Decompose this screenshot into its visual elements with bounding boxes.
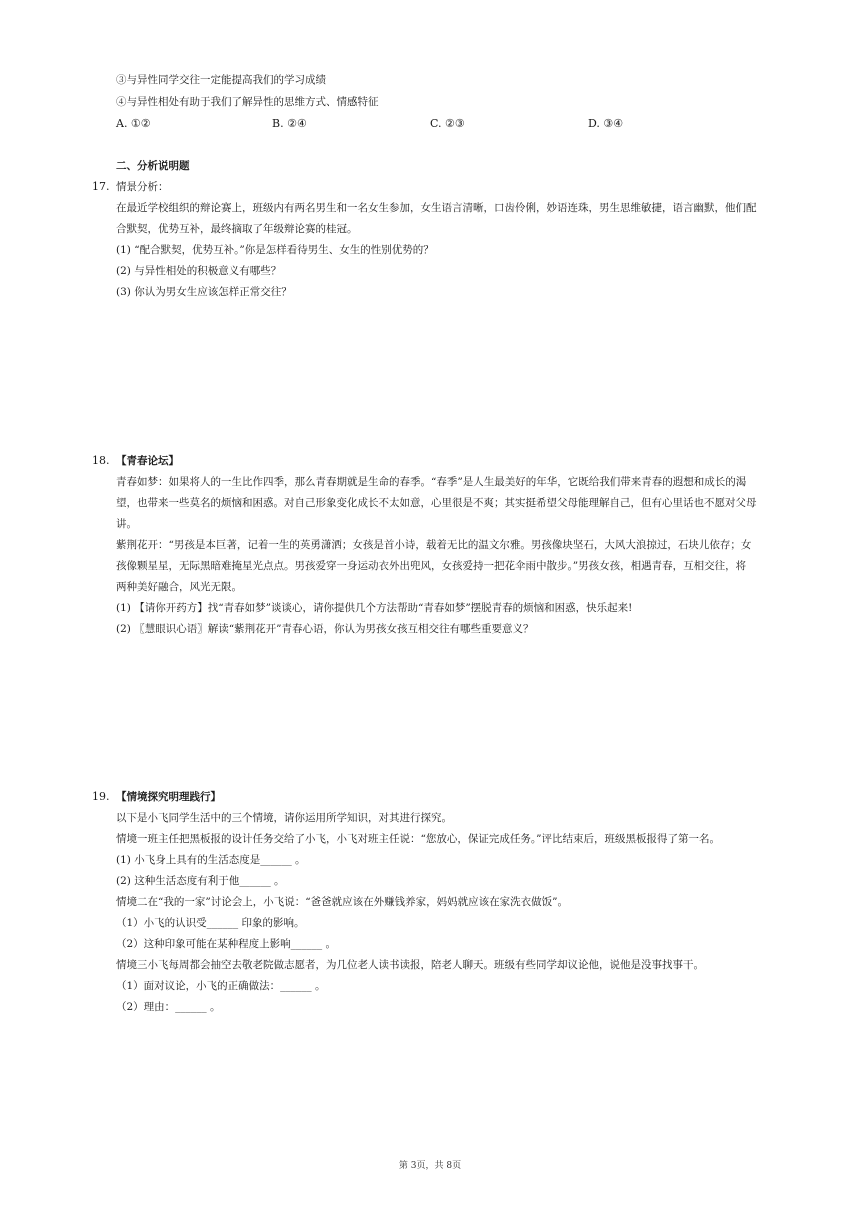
option-3-text: ③与异性同学交往一定能提高我们的学习成绩 [116,74,326,86]
question-17-intro: 情景分析： [116,181,169,193]
choice-d: D. ③④ [588,117,624,130]
question-18-p1-line-3: 讲。 [116,518,137,530]
question-19-s2-q2: （2）这种印象可能在某种程度上影响______ 。 [116,938,337,950]
question-19-s1-q1: (1) 小飞身上具有的生活态度是______ 。 [116,854,306,866]
question-18-sub-1: (1) 【请你开药方】找“青春如梦”谈谈心，请你提供几个方法帮助“青春如梦”摆脱青春的烦恼和困惑，快乐起来! [116,602,633,614]
question-19-s2-q1: （1）小飞的认识受______ 印象的影响。 [116,917,305,929]
question-17-para-line-1: 在最近学校组织的辩论赛上，班级内有两名男生和一名女生参加，女生语言清晰，口齿伶俐，妙语连珠，男生思维敏捷，语言幽默，他们配 [116,202,757,214]
choice-c: C. ②③ [430,117,465,130]
question-19-intro: 以下是小飞同学生活中的三个情境，请你运用所学知识，对其进行探究。 [116,812,452,824]
question-18-number: 18. [92,454,110,467]
question-18-p1-line-2: 望，也带来一些莫名的烦恼和困惑。对自己形象变化成长不太如意，心里很是不爽；其实挺希望父母能理解自己，但有心里话也不愿对父母 [116,497,757,509]
question-17-para-line-2: 合默契，优势互补，最终摘取了年级辩论赛的桂冠。 [116,223,358,235]
question-18-p2-line-3: 两种美好融合，风光无限。 [116,581,242,593]
question-18-sub-2: (2) 〖慧眼识心语〗解读“紫荆花开”青春心语，你认为男孩女孩互相交往有哪些重要意义？ [116,623,534,635]
question-17-sub-2: (2) 与异性相处的积极意义有哪些？ [116,265,282,277]
answer-choices [116,117,676,133]
question-17-sub-1: (1) “配合默契，优势互补。”你是怎样看待男生、女生的性别优势的？ [116,244,434,256]
choice-a: A. ①② [116,117,151,130]
question-18-p2-line-2: 孩像颗星星，无际黑暗难掩星光点点。男孩爱穿一身运动衣外出兜风，女孩爱持一把花伞雨中散步。”男孩女孩，相遇青春，互相交往，将 [116,560,747,572]
section-title: 二、分析说明题 [116,160,190,172]
question-19-s1-q2: (2) 这种生活态度有利于他______ 。 [116,875,285,887]
option-4-text: ④与异性相处有助于我们了解异性的思维方式、情感特征 [116,96,379,108]
question-19-s3-q2: （2）理由：______ 。 [116,1001,221,1013]
question-18-p2-line-1: 紫荆花开：“男孩是本巨著，记着一生的英勇潇洒；女孩是首小诗，载着无比的温文尔雅。男孩像块坚石，大风大浪掠过，石块儿依存；女 [116,539,752,551]
question-19-scenario-3: 情境三小飞每周都会抽空去敬老院做志愿者，为几位老人读书读报，陪老人聊天。班级有些同学却议论他，说他是没事找事干。 [116,959,704,971]
question-18-title: 【青春论坛】 [116,455,179,467]
question-19-number: 19. [92,790,110,803]
question-19-title: 【情境探究明理践行】 [116,791,221,803]
question-17-number: 17. [92,180,110,193]
question-18-p1-line-1: 青春如梦：如果将人的一生比作四季，那么青春期就是生命的春季。“春季”是人生最美好的年华，它既给我们带来青春的遐想和成长的渴 [116,476,747,488]
question-19-s3-q1: （1）面对议论，小飞的正确做法：______ 。 [116,980,326,992]
page-footer: 第 3页，共 8页 [398,1161,462,1171]
question-19-scenario-2: 情境二在“我的一家”讨论会上，小飞说：“爸爸就应该在外赚钱养家，妈妈就应该在家洗衣做饭”。 [116,896,568,908]
choice-b: B. ②④ [272,117,307,130]
question-17-sub-3: (3) 你认为男女生应该怎样正常交往？ [116,286,292,298]
question-19-scenario-1: 情境一班主任把黑板报的设计任务交给了小飞，小飞对班主任说：“您放心，保证完成任务。”评比结束后，班级黑板报得了第一名。 [116,833,720,845]
